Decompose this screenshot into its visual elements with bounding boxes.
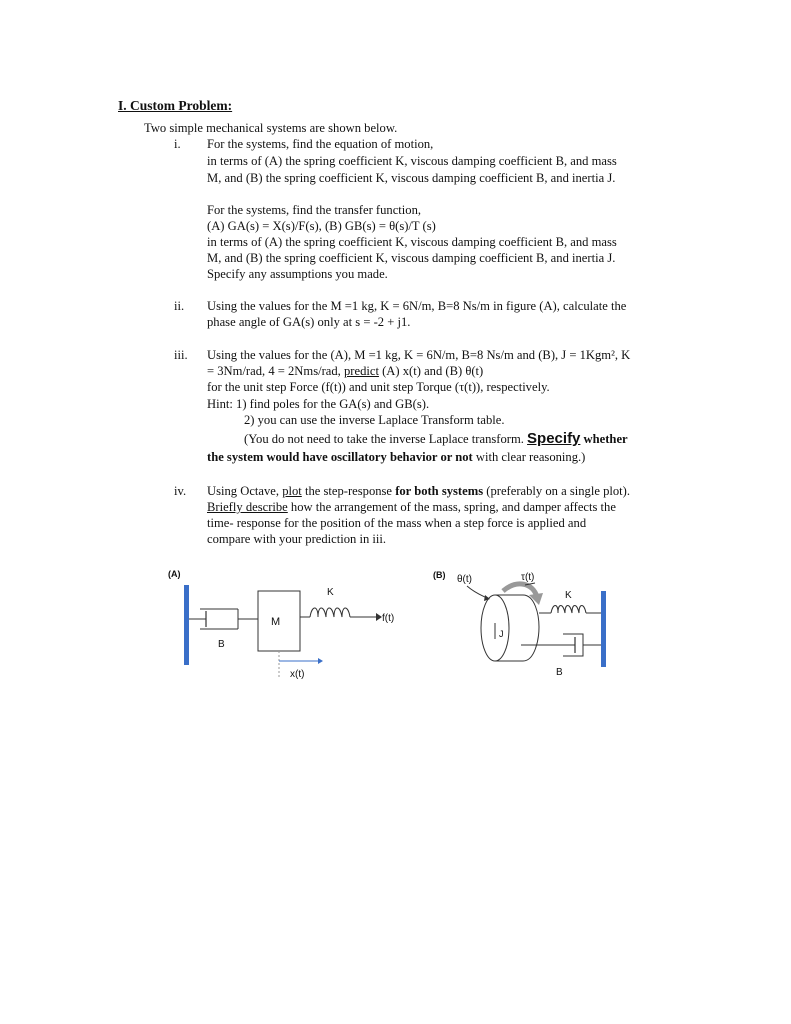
q4-line-1-pre: Using Octave, <box>207 484 283 498</box>
q1-line-3: M, and (B) the spring coefficient K, viscous damping coefficient B, and inertia J. <box>207 171 616 185</box>
figure-b-spring <box>551 606 586 614</box>
q3-specify-word: Specify <box>527 430 581 447</box>
q2-line-1: Using the values for the M =1 kg, K = 6N/m, B=8 Ns/m in figure (A), calculate the <box>207 299 627 313</box>
figure-b-inertia-label: J <box>499 629 504 639</box>
q4-line-1-bold: for both systems <box>395 484 484 498</box>
q4-line-2-rest: how the arrangement of the mass, spring, and damper affects the <box>287 500 616 514</box>
figure-a-force-label: f(t) <box>382 613 395 624</box>
q3-number: iii. <box>174 348 188 362</box>
q2-number: ii. <box>174 299 185 313</box>
figure-b-angle-label: θ(t) <box>457 574 472 585</box>
figure-b-diagram <box>425 565 625 690</box>
figure-a-spring <box>310 608 350 617</box>
q3-hint-2: 2) you can use the inverse Laplace Transform table. <box>244 413 505 427</box>
figure-b-torque-label: τ(t) <box>521 572 535 583</box>
figure-a-mass-label: M <box>271 616 281 628</box>
q3-line-2-post: (A) x(t) and (B) θ(t) <box>378 364 484 378</box>
figure-a-damper-label: B <box>218 639 225 650</box>
q4-line-2 <box>207 500 616 515</box>
figure-a-displacement-arrow <box>318 658 323 664</box>
figure-b-spring-label: K <box>565 590 572 601</box>
q3-hint-4-bold: the system would have oscillatory behavior or not <box>207 450 473 464</box>
q3-hint-1: Hint: 1) find poles for the GA(s) and GB(s). <box>207 397 430 411</box>
q1-tf-line-2: M, and (B) the spring coefficient K, viscous damping coefficient B, and inertia J. <box>207 251 616 265</box>
q3-line-2 <box>207 364 483 379</box>
q1-tf-intro: For the systems, find the transfer function, <box>207 203 422 217</box>
figure-a-displacement-label: x(t) <box>290 669 305 680</box>
q4-number: iv. <box>174 484 187 498</box>
q4-briefly-describe: Briefly describe <box>207 500 288 514</box>
q3-hint-3-post: whether <box>580 432 628 446</box>
q1-tf-line-3: Specify any assumptions you made. <box>207 267 388 281</box>
figure-b-tag: (B) <box>433 570 446 580</box>
q4-line-1-post: (preferably on a single plot). <box>483 484 631 498</box>
q1-number: i. <box>174 137 181 151</box>
q3-hint-3 <box>244 430 628 447</box>
intro-text: Two simple mechanical systems are shown below. <box>144 121 398 135</box>
figure-b-angle-arrow <box>467 586 487 598</box>
q2-line-2: phase angle of GA(s) only at s = -2 + j1. <box>207 315 411 329</box>
q4-line-1 <box>207 484 630 499</box>
q4-line-4: compare with your prediction in iii. <box>207 532 387 546</box>
q3-hint-4-rest: with clear reasoning.) <box>472 450 586 464</box>
q3-hint-4 <box>207 450 585 465</box>
q1-tf-formula: (A) GA(s) = X(s)/F(s), (B) GB(s) = θ(s)/T (s) <box>207 219 436 233</box>
q3-line-1: Using the values for the (A), M =1 kg, K = 6N/m, B=8 Ns/m and (B), J = 1Kgm², K <box>207 348 631 362</box>
q1-line-2: in terms of (A) the spring coefficient K, viscous damping coefficient B, and mass <box>207 154 617 168</box>
q4-line-3: time- response for the position of the mass when a step force is applied and <box>207 516 587 530</box>
figure-a-tag: (A) <box>168 569 181 579</box>
figure-a-spring-label: K <box>327 587 334 598</box>
problem-title: I. Custom Problem: <box>118 98 233 113</box>
figure-b-damper-label: B <box>556 667 563 678</box>
q1-line-1: For the systems, find the equation of motion, <box>207 137 434 151</box>
q3-predict-word: predict <box>343 364 379 378</box>
figure-a-wall <box>184 585 189 665</box>
q4-plot-word: plot <box>282 484 302 498</box>
q3-hint-3-pre: (You do not need to take the inverse Laplace transform. <box>244 432 528 446</box>
q3-line-3: for the unit step Force (f(t)) and unit step Torque (τ(t)), respectively. <box>207 380 550 394</box>
q3-line-2-pre: = 3Nm/rad, 4 = 2Nms/rad, <box>207 364 344 378</box>
q4-line-1-mid: the step-response <box>301 484 396 498</box>
figure-b-wall <box>601 591 606 667</box>
figure-a-diagram <box>160 565 410 690</box>
q1-tf-line-1: in terms of (A) the spring coefficient K, viscous damping coefficient B, and mass <box>207 235 617 249</box>
